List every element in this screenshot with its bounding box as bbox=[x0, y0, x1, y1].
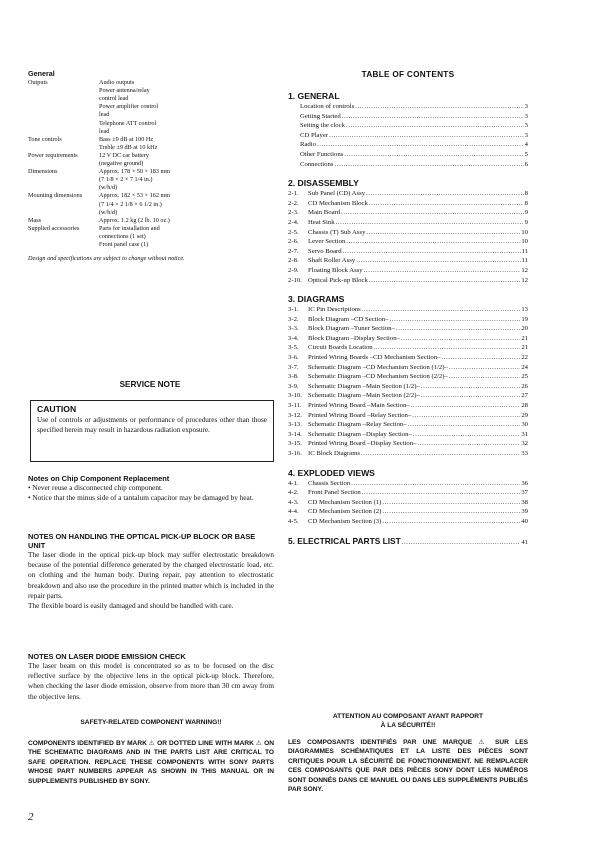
toc-page: 30 bbox=[521, 421, 528, 429]
toc-leader-dots bbox=[402, 539, 521, 546]
pickup-notes-paragraph: The laser diode in the optical pick-up block may suffer electrostatic breakdown because of the potential difference generated by the charged electrostatic load, etc. on clothing and the human body. During repair, pay attention to electrostatic breakdown and also use the procedure in the printed matter which is included in the repair parts. bbox=[28, 550, 274, 600]
toc-leader-dots bbox=[346, 237, 520, 247]
toc-section bbox=[288, 294, 528, 459]
spec-row bbox=[28, 225, 278, 249]
toc-entry[interactable] bbox=[288, 353, 528, 363]
toc-page: 40 bbox=[521, 517, 528, 525]
caution-text: Use of controls or adjustments or performance of procedures other than those specified herein may result in hazardous radiation exposure. bbox=[37, 416, 267, 434]
toc-entry[interactable] bbox=[288, 363, 528, 373]
toc-page: 12 bbox=[521, 276, 528, 284]
toc-leader-dots bbox=[441, 353, 520, 363]
toc-title: TABLE OF CONTENTS bbox=[361, 70, 455, 79]
toc-entry-number: 4-5. bbox=[288, 517, 299, 525]
toc-leader-dots bbox=[343, 247, 521, 257]
toc-entry-number bbox=[288, 112, 300, 122]
toc-page: 21 bbox=[521, 334, 528, 342]
toc-entry-number: 2-10. bbox=[288, 276, 302, 284]
toc-leader-dots bbox=[411, 401, 521, 411]
toc-leader-dots bbox=[317, 140, 524, 150]
toc-entry[interactable] bbox=[288, 517, 528, 527]
safety-warning-fr bbox=[288, 712, 528, 794]
toc-entry[interactable] bbox=[288, 498, 528, 508]
toc-entry-label: IC Block Diagrams bbox=[308, 450, 361, 457]
safety-warning-text: COMPONENTS IDENTIFIED BY MARK ⚠ OR DOTTED LINE WITH MARK ⚠ ON THE SCHEMATIC DIAGRAMS AND IN THE PARTS LIST ARE CRITICAL TO SAFE OPERATION. REPLACE THESE COMPONENTS WITH SONY PARTS WHOSE PART NUMBERS APPEAR AS SHOWN IN THIS MANUAL OR IN SUPPLEMENTS PUBLISHED BY SONY. bbox=[28, 740, 274, 785]
toc-entry[interactable] bbox=[288, 488, 528, 498]
laser-notes-text: The laser beam on this model is concentrated so as to be focused on the disc reflective surface by the objective lens in the optical pick-up block. Therefore, when checking the laser diode emission, observe from more than 30 cm away from the objective lens. bbox=[28, 661, 274, 701]
toc-entry[interactable] bbox=[288, 372, 528, 382]
spec-row bbox=[28, 152, 278, 168]
toc-entry-number: 3-10. bbox=[288, 392, 302, 400]
toc-page: 13 bbox=[521, 306, 528, 314]
toc-page: 21 bbox=[521, 344, 528, 352]
toc-page: 39 bbox=[521, 508, 528, 516]
toc-entry-label: CD Mechanism Section (1) bbox=[308, 498, 382, 506]
toc-entry[interactable] bbox=[288, 507, 528, 517]
toc-leader-dots bbox=[408, 420, 521, 430]
toc-page: 29 bbox=[521, 411, 528, 419]
toc-entry-number: 3-1. bbox=[288, 306, 299, 314]
toc-entry-number: 3-6. bbox=[288, 354, 299, 362]
general-specifications bbox=[28, 70, 278, 263]
toc-section-heading: 3. DIAGRAMS bbox=[288, 294, 345, 305]
toc-page: 9 bbox=[524, 218, 528, 226]
toc-page: 25 bbox=[521, 373, 528, 381]
toc-entry-number: 2-6. bbox=[288, 238, 299, 246]
toc-entry[interactable] bbox=[288, 324, 528, 334]
toc-entry-label: Floating Block Assy bbox=[308, 266, 363, 274]
toc-entry-number bbox=[288, 150, 300, 160]
toc-page: 20 bbox=[521, 325, 528, 333]
toc-leader-dots bbox=[417, 439, 520, 449]
toc-entry-number bbox=[288, 102, 300, 112]
toc-entry-parts-list[interactable] bbox=[288, 536, 528, 546]
spec-value: Approx. 1.2 kg (2 lb. 10 oz.) bbox=[99, 216, 170, 224]
toc-entry[interactable] bbox=[288, 208, 528, 218]
toc-leader-dots bbox=[351, 479, 520, 489]
spec-label: Supplied accessories bbox=[28, 224, 80, 232]
toc-page: 22 bbox=[521, 354, 528, 362]
toc-entry-number: 3-11. bbox=[288, 402, 302, 410]
spec-row bbox=[28, 136, 278, 152]
spec-table bbox=[28, 79, 278, 249]
toc-entry-number: 2-4. bbox=[288, 218, 299, 226]
toc-section bbox=[288, 178, 528, 285]
toc-entry-label: Block Diagram –Tuner Section– bbox=[308, 325, 395, 333]
toc-leader-dots bbox=[382, 517, 520, 527]
toc-entry[interactable] bbox=[288, 334, 528, 344]
caution-box bbox=[30, 400, 274, 462]
toc-leader-dots bbox=[421, 382, 521, 392]
toc-page: 38 bbox=[521, 498, 528, 506]
toc-leader-dots bbox=[329, 131, 524, 141]
toc-page: 3 bbox=[524, 112, 528, 120]
toc-page: 10 bbox=[521, 238, 528, 246]
toc-entry[interactable] bbox=[288, 189, 528, 199]
chip-note-item: • Never reuse a disconnected chip component. bbox=[28, 483, 163, 492]
spec-row bbox=[28, 79, 278, 136]
toc-entry-number bbox=[288, 140, 300, 150]
toc-entry[interactable] bbox=[288, 401, 528, 411]
toc-entry-label: Printed Wiring Board –Relay Section– bbox=[308, 411, 412, 419]
toc-entry[interactable] bbox=[288, 305, 528, 315]
toc-page: 9 bbox=[524, 209, 528, 217]
toc-leader-dots bbox=[401, 334, 520, 344]
toc-page: 11 bbox=[521, 257, 528, 265]
toc-page: 11 bbox=[521, 247, 528, 255]
spec-label: Dimensions bbox=[28, 168, 58, 176]
laser-notes-heading: NOTES ON LASER DIODE EMISSION CHECK bbox=[28, 652, 186, 661]
toc-page: 32 bbox=[521, 440, 528, 448]
toc-entry-label: Chassis Section bbox=[308, 479, 351, 487]
toc-section-heading: 2. DISASSEMBLY bbox=[288, 178, 359, 189]
toc-leader-dots bbox=[389, 315, 520, 325]
toc-entry[interactable] bbox=[288, 131, 528, 141]
toc-entry-label: Chassis (T) Sub Assy bbox=[308, 228, 366, 236]
toc-entry-number: 4-2. bbox=[288, 489, 299, 497]
safety-warning-fr-heading-1: ATTENTION AU COMPOSANT AYANT RAPPORT bbox=[332, 713, 484, 720]
toc-entry[interactable] bbox=[288, 420, 528, 430]
toc-section-heading: 1. GENERAL bbox=[288, 91, 340, 101]
toc-entry-label: IC Pin Descriptions bbox=[308, 306, 361, 314]
toc-page: 31 bbox=[521, 430, 528, 438]
spec-label: Power requirements bbox=[28, 151, 78, 159]
toc-leader-dots bbox=[342, 112, 524, 122]
spec-change-note: Design and specifications are subject to change without notice. bbox=[28, 255, 185, 263]
chip-notes bbox=[28, 474, 274, 503]
toc-entry-label: Schematic Diagram –Relay Section– bbox=[308, 421, 407, 429]
toc-entry[interactable] bbox=[288, 411, 528, 421]
toc-page: 5 bbox=[524, 150, 528, 158]
toc-entry[interactable] bbox=[288, 315, 528, 325]
toc-entry-label: Optical Pick-up Block bbox=[308, 276, 368, 284]
spec-value: Bass ±9 dB at 100 Hz Treble ±9 dB at 10 kHz bbox=[99, 135, 158, 151]
toc-entry-number: 3-4. bbox=[288, 334, 299, 342]
toc-entry-label: Circuit Boards Location bbox=[308, 344, 373, 352]
toc-entry-label: CD Mechanism Section (2) bbox=[308, 508, 382, 516]
toc-entry-number: 2-2. bbox=[288, 199, 299, 207]
toc-leader-dots bbox=[421, 391, 521, 401]
service-note-title: SERVICE NOTE bbox=[119, 380, 181, 389]
toc-entry-number: 3-8. bbox=[288, 373, 299, 381]
toc-page: 19 bbox=[521, 315, 528, 323]
toc-entry-number: 3-3. bbox=[288, 325, 299, 333]
toc-leader-dots bbox=[334, 160, 523, 170]
toc-page: 3 bbox=[524, 122, 528, 130]
spec-row bbox=[28, 217, 278, 225]
safety-warning-en bbox=[28, 718, 274, 786]
toc-leader-dots bbox=[366, 228, 520, 238]
toc-entry-number: 2-9. bbox=[288, 266, 299, 274]
toc-leader-dots bbox=[369, 276, 521, 286]
caution-title: CAUTION bbox=[37, 404, 77, 414]
toc-entry-label: Schematic Diagram –CD Mechanism Section (2/2)– bbox=[308, 373, 448, 381]
toc-entry[interactable] bbox=[288, 199, 528, 209]
toc-page: 26 bbox=[521, 382, 528, 390]
spec-value: Parts for installation and connections (1 set) Front panel case (1) bbox=[99, 224, 160, 248]
toc-entry[interactable] bbox=[288, 102, 528, 112]
safety-warning-fr-text: LES COMPOSANTS IDENTIFIÉS PAR UNE MARQUE ⚠ SUR LES DIAGRAMMES SCHÉMATIQUES ET LA LISTE DES PIÈCES SONT CRITIQUES POUR LA SÉCURITÉ DE FONCTIONNEMENT. NE REMPLACER CES COMPOSANTS QUE PAR DES PIÈCES SONY DONT LES NUMÉROS SONT DONNÉS DANS CE MANUEL OU DANS LES SUPPLÉMENTS PUBLIÉS PAR SONY. bbox=[288, 739, 528, 794]
toc-entry-number: 3-13. bbox=[288, 421, 302, 429]
toc-page: 37 bbox=[521, 489, 528, 497]
toc-entry[interactable] bbox=[288, 343, 528, 353]
spec-row bbox=[28, 192, 278, 216]
safety-warning-heading: SAFETY-RELATED COMPONENT WARNING!! bbox=[80, 719, 222, 726]
chip-note-item: • Notice that the minus side of a tantalum capacitor may be damaged by heat. bbox=[28, 493, 254, 503]
toc-entry[interactable] bbox=[288, 382, 528, 392]
toc-entry-number: 2-1. bbox=[288, 190, 299, 198]
toc-entry-label: Schematic Diagram –CD Mechanism Section (1/2)– bbox=[308, 363, 448, 371]
toc-entry[interactable] bbox=[288, 256, 528, 266]
toc-entry-label: Printed Wiring Boards –CD Mechanism Section– bbox=[308, 354, 441, 362]
toc-leader-dots bbox=[341, 208, 524, 218]
toc-entry-number bbox=[288, 121, 300, 131]
toc-leader-dots bbox=[356, 256, 520, 266]
toc-entry-number: 3-15. bbox=[288, 440, 302, 448]
toc-entry[interactable] bbox=[288, 140, 528, 150]
toc-entry-label: Front Panel Section bbox=[308, 489, 361, 497]
toc-entry-label: Schematic Diagram –Display Section– bbox=[308, 430, 412, 438]
toc-entry-label: Block Diagram –Display Section– bbox=[308, 334, 400, 342]
toc-leader-dots bbox=[396, 324, 520, 334]
toc-leader-dots bbox=[344, 150, 523, 160]
toc-entry[interactable] bbox=[288, 150, 528, 160]
toc-leader-dots bbox=[362, 488, 521, 498]
general-heading: General bbox=[28, 69, 55, 78]
toc-sections bbox=[288, 91, 528, 527]
toc-entry-label: Other Functions bbox=[300, 150, 344, 158]
toc-entry-label: Radio bbox=[300, 141, 316, 149]
spec-value: 12 V DC car battery (negative ground) bbox=[99, 151, 149, 168]
toc-leader-dots bbox=[374, 343, 521, 353]
toc-entry-label: Main Board bbox=[308, 209, 341, 217]
toc-entry[interactable] bbox=[288, 121, 528, 131]
toc-leader-dots bbox=[355, 102, 523, 112]
pickup-notes-heading: NOTES ON HANDLING THE OPTICAL PICK-UP BLOCK OR BASE UNIT bbox=[28, 532, 256, 550]
toc-leader-dots bbox=[412, 411, 520, 421]
toc-entry-number: 3-16. bbox=[288, 450, 302, 457]
toc-page: 4 bbox=[524, 141, 528, 149]
spec-row bbox=[28, 168, 278, 192]
safety-warning-fr-heading-2: À LA SÉCURITÉ!! bbox=[380, 722, 436, 729]
toc-leader-dots bbox=[449, 372, 520, 382]
toc-section bbox=[288, 91, 528, 169]
toc-entry-number: 3-5. bbox=[288, 344, 299, 352]
toc-entry[interactable] bbox=[288, 439, 528, 449]
toc-entry-number: 2-5. bbox=[288, 228, 299, 236]
toc-leader-dots bbox=[364, 266, 521, 276]
toc-leader-dots bbox=[336, 218, 524, 228]
toc-entry-label: Printed Wiring Board –Display Section– bbox=[308, 440, 417, 448]
toc-entry-label: CD Player bbox=[300, 131, 329, 139]
toc-leader-dots bbox=[362, 305, 521, 315]
pickup-notes bbox=[28, 532, 274, 611]
toc-entry-label: Servo Board bbox=[308, 247, 342, 255]
toc-page: 27 bbox=[521, 392, 528, 400]
toc-page: 24 bbox=[521, 363, 528, 371]
toc-entry-number: 4-1. bbox=[288, 479, 299, 487]
toc-page: 10 bbox=[521, 228, 528, 236]
toc-page: 28 bbox=[521, 402, 528, 410]
spec-label: Mass bbox=[28, 216, 42, 224]
toc-entry-label: Connections bbox=[300, 160, 334, 168]
toc-entry-number: 2-7. bbox=[288, 247, 299, 255]
toc-entry-label: Location of controls bbox=[300, 103, 355, 110]
toc-page: 41 bbox=[521, 538, 528, 546]
pickup-notes-paragraph: The flexible board is easily damaged and should be handled with care. bbox=[28, 601, 234, 611]
toc-entry-label: Lever Section bbox=[308, 238, 346, 246]
spec-value: Approx. 182 × 53 × 162 mm (7 1/4 × 2 1/8 × 6 1/2 in.) (w/h/d) bbox=[99, 192, 171, 216]
toc-entry-label: CD Mechanism Section (3) bbox=[308, 517, 382, 525]
toc-entry-label: Setting the clock bbox=[300, 122, 345, 130]
page-number: 2 bbox=[28, 811, 34, 823]
toc-entry[interactable] bbox=[288, 112, 528, 122]
toc-page: 8 bbox=[524, 190, 528, 198]
toc-entry[interactable] bbox=[288, 160, 528, 170]
spec-label: Outputs bbox=[28, 79, 48, 87]
table-of-contents bbox=[288, 70, 528, 546]
toc-entry[interactable] bbox=[288, 218, 528, 228]
toc-entry-label: Sub Panel (CD) Assy bbox=[308, 190, 366, 198]
toc-entry-label: Heat Sink bbox=[308, 218, 335, 226]
spec-value: Approx. 178 × 50 × 183 mm (7 1/8 × 2 × 7 1/4 in.) (w/h/d) bbox=[99, 168, 171, 192]
toc-leader-dots bbox=[382, 498, 520, 508]
toc-entry-number: 4-3. bbox=[288, 498, 299, 506]
toc-page: 6 bbox=[524, 160, 528, 168]
toc-entry-label: Block Diagram –CD Section– bbox=[308, 315, 389, 323]
spec-label: Tone controls bbox=[28, 135, 62, 143]
toc-leader-dots bbox=[382, 507, 520, 517]
toc-section bbox=[288, 468, 528, 527]
toc-entry[interactable] bbox=[288, 449, 528, 459]
toc-page: 36 bbox=[521, 479, 528, 487]
toc-leader-dots bbox=[413, 430, 520, 440]
toc-entry-label: Getting Started bbox=[300, 112, 341, 120]
toc-entry[interactable] bbox=[288, 266, 528, 276]
toc-entry-label: Shaft Roller Assy bbox=[308, 257, 356, 265]
toc-entry-number: 4-4. bbox=[288, 508, 299, 516]
toc-entry[interactable] bbox=[288, 391, 528, 401]
toc-entry-number: 3-9. bbox=[288, 382, 299, 390]
toc-entry[interactable] bbox=[288, 479, 528, 489]
spec-label: Mounting dimensions bbox=[28, 192, 83, 200]
toc-entry-number: 3-14. bbox=[288, 430, 302, 438]
toc-leader-dots bbox=[346, 121, 524, 131]
toc-section-heading: 4. EXPLODED VIEWS bbox=[288, 467, 375, 478]
chip-notes-heading: Notes on Chip Component Replacement bbox=[28, 474, 170, 483]
toc-leader-dots bbox=[449, 363, 520, 373]
toc-entry[interactable] bbox=[288, 237, 528, 247]
toc-entry-number: 3-12. bbox=[288, 411, 302, 419]
toc-entry-label: Schematic Diagram –Main Section (1/2)– bbox=[308, 382, 420, 390]
laser-notes bbox=[28, 652, 274, 702]
toc-page: 12 bbox=[521, 266, 528, 274]
toc-entry[interactable] bbox=[288, 247, 528, 257]
toc-entry-label: Schematic Diagram –Main Section (2/2)– bbox=[308, 392, 420, 400]
toc-entry-number: 3-2. bbox=[288, 315, 299, 323]
toc-entry-number bbox=[288, 160, 300, 170]
spec-value: Audio outputs Power antenna/relay control lead Power amplifier control lead Telephone ATT control lead bbox=[99, 79, 159, 135]
toc-entry[interactable] bbox=[288, 228, 528, 238]
toc-entry-label: Printed Wiring Board –Main Section– bbox=[308, 402, 410, 410]
toc-entry-number: 3-7. bbox=[288, 363, 299, 371]
toc-entry[interactable] bbox=[288, 430, 528, 440]
toc-entry-label: CD Mechanism Block bbox=[308, 199, 368, 207]
toc-leader-dots bbox=[366, 189, 524, 199]
toc-page: 3 bbox=[524, 103, 528, 110]
toc-leader-dots bbox=[369, 199, 524, 209]
toc-page: 8 bbox=[524, 199, 528, 207]
toc-entry-number: 2-3. bbox=[288, 209, 299, 217]
toc-leader-dots bbox=[361, 449, 520, 459]
toc-parts-label: 5. ELECTRICAL PARTS LIST bbox=[288, 535, 401, 546]
toc-page: 33 bbox=[521, 450, 528, 457]
toc-page: 3 bbox=[524, 131, 528, 139]
toc-entry[interactable] bbox=[288, 276, 528, 286]
toc-entry-number bbox=[288, 131, 300, 141]
toc-entry-number: 2-8. bbox=[288, 257, 299, 265]
